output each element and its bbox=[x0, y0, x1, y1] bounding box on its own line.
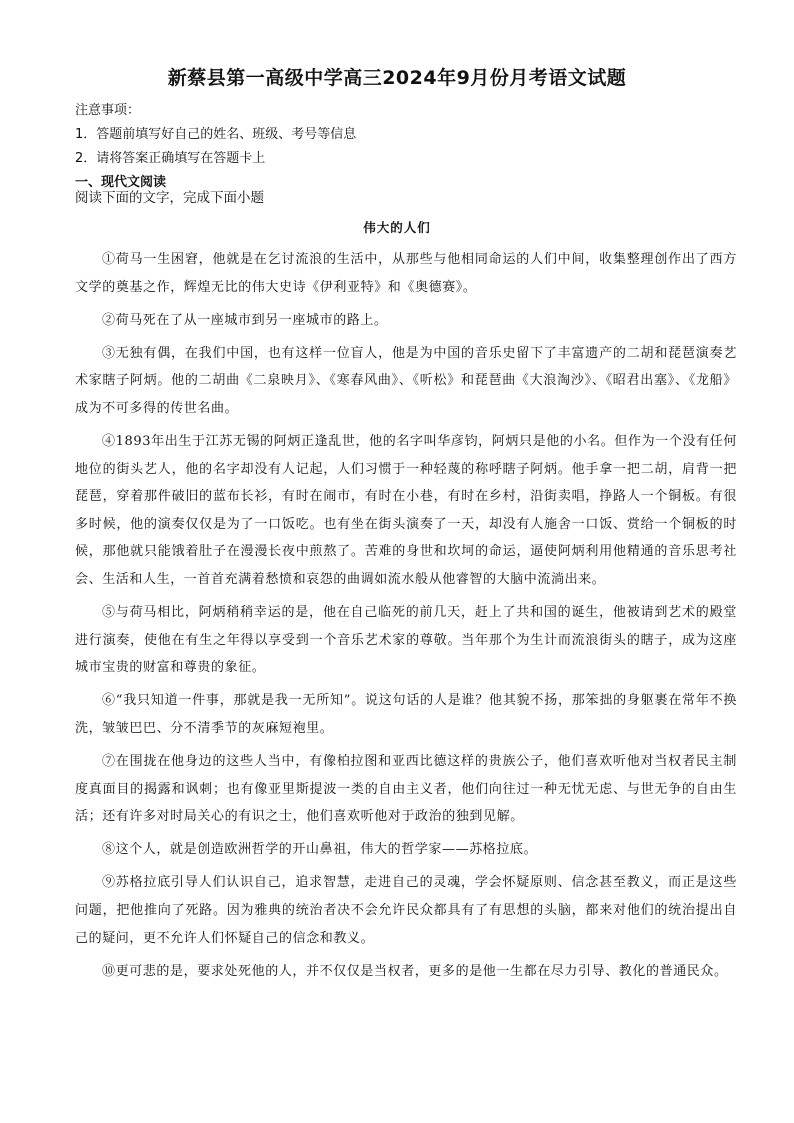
article-paragraph: ⑤与荷马相比，阿炳稍稍幸运的是，他在自己临死的前几天，赶上了共和国的诞生，他被请到艺术的殿堂进行演奏，使他在有生之年得以享受到一个音乐艺术家的尊敬。当年那个为生计而流浪街头的瞎子，成为这座城市宝贵的财富和尊贵的象征。 bbox=[75, 605, 737, 676]
exam-title: 新蔡县第一高级中学高三2024年9月份月考语文试题 bbox=[167, 67, 627, 89]
article-paragraph: ⑦在围拢在他身边的这些人当中，有像柏拉图和亚西比德这样的贵族公子，他们喜欢听他对当权者民主制度真面目的揭露和讽刺；也有像亚里斯提波一类的自由主义者，他们向往过一种无忧无虑、与世无争的自由生活；还有许多对时局关心的有识之士，他们喜欢听他对于政治的独到见解。 bbox=[75, 754, 737, 825]
notes-item: 2．请将答案正确填写在答题卡上 bbox=[75, 151, 266, 166]
article-paragraph: ③无独有偶，在我们中国，也有这样一位盲人，他是为中国的音乐史留下了丰富遗产的二胡和琵琶演奏艺术家瞎子阿炳。他的二胡曲《二泉映月》、《寒春风曲》、《听松》和琵琶曲《大浪淘沙》、《昭君出塞》、《龙船》成为不可多得的传世名曲。 bbox=[75, 345, 737, 416]
notes-block bbox=[75, 99, 735, 195]
article-paragraph: ①荷马一生困窘，他就是在乞讨流浪的生活中，从那些与他相同命运的人们中间，收集整理创作出了西方文学的奠基之作，辉煌无比的伟大史诗《伊利亚特》和《奥德赛》。 bbox=[75, 252, 737, 295]
article-paragraph: ②荷马死在了从一座城市到另一座城市的路上。 bbox=[102, 312, 388, 328]
article-title: 伟大的人们 bbox=[363, 220, 431, 235]
section-heading: 一、现代文阅读 bbox=[75, 175, 167, 190]
article-paragraph: ⑧这个人，就是创造欧洲哲学的开山鼻祖，伟大的哲学家——苏格拉底。 bbox=[102, 842, 538, 858]
article-paragraph: ⑩更可悲的是，要求处死他的人，并不仅仅是当权者，更多的是他一生都在尽力引导、教化的普通民众。 bbox=[102, 963, 728, 979]
article-paragraph: ④1893年出生于江苏无锡的阿炳正逢乱世，他的名字叫华彦钧，阿炳只是他的小名。但作为一个没有任何地位的街头艺人，他的名字却没有人记起，人们习惯于一种轻蔑的称呼瞎子阿炳。他手拿一把二胡，肩背一把琵琶，穿着那件破旧的蓝布长衫，有时在闹市，有时在小巷，有时在乡村，沿街卖唱，挣路人一个铜板。有很多时候，他的演奏仅仅是为了一口饭吃。也有坐在街头演奏了一天，却没有人施舍一口饭、赏给一个铜板的时候，那他就只能饿着肚子在漫漫长夜中煎熬了。苦难的身世和坎坷的命运，逼使阿炳利用他精通的音乐思考社会、生活和人生，一首首充满着愁愤和哀怨的曲调如流水般从他睿智的大脑中流淌出来。 bbox=[75, 434, 737, 588]
notes-item: 1．答题前填写好自己的姓名、班级、考号等信息 bbox=[75, 127, 357, 142]
notes-heading: 注意事项： bbox=[75, 103, 141, 118]
article-paragraph: ⑥“我只知道一件事，那就是我一无所知”。说这句话的人是谁？他其貌不扬，那笨拙的身躯裹在常年不换洗，皱皱巴巴、分不清季节的灰麻短袍里。 bbox=[75, 693, 737, 736]
article-body bbox=[75, 246, 737, 991]
article-paragraph: ⑨苏格拉底引导人们认识自己，追求智慧，走进自己的灵魂，学会怀疑原则、信念甚至教义，而正是这些问题，把他推向了死路。因为雅典的统治者决不会允许民众都具有了有思想的头脑，都来对他们的统治提出自己的疑问，更不允许人们怀疑自己的信念和教义。 bbox=[75, 875, 737, 946]
reading-instruction: 阅读下面的文字，完成下面小题 bbox=[75, 190, 264, 206]
